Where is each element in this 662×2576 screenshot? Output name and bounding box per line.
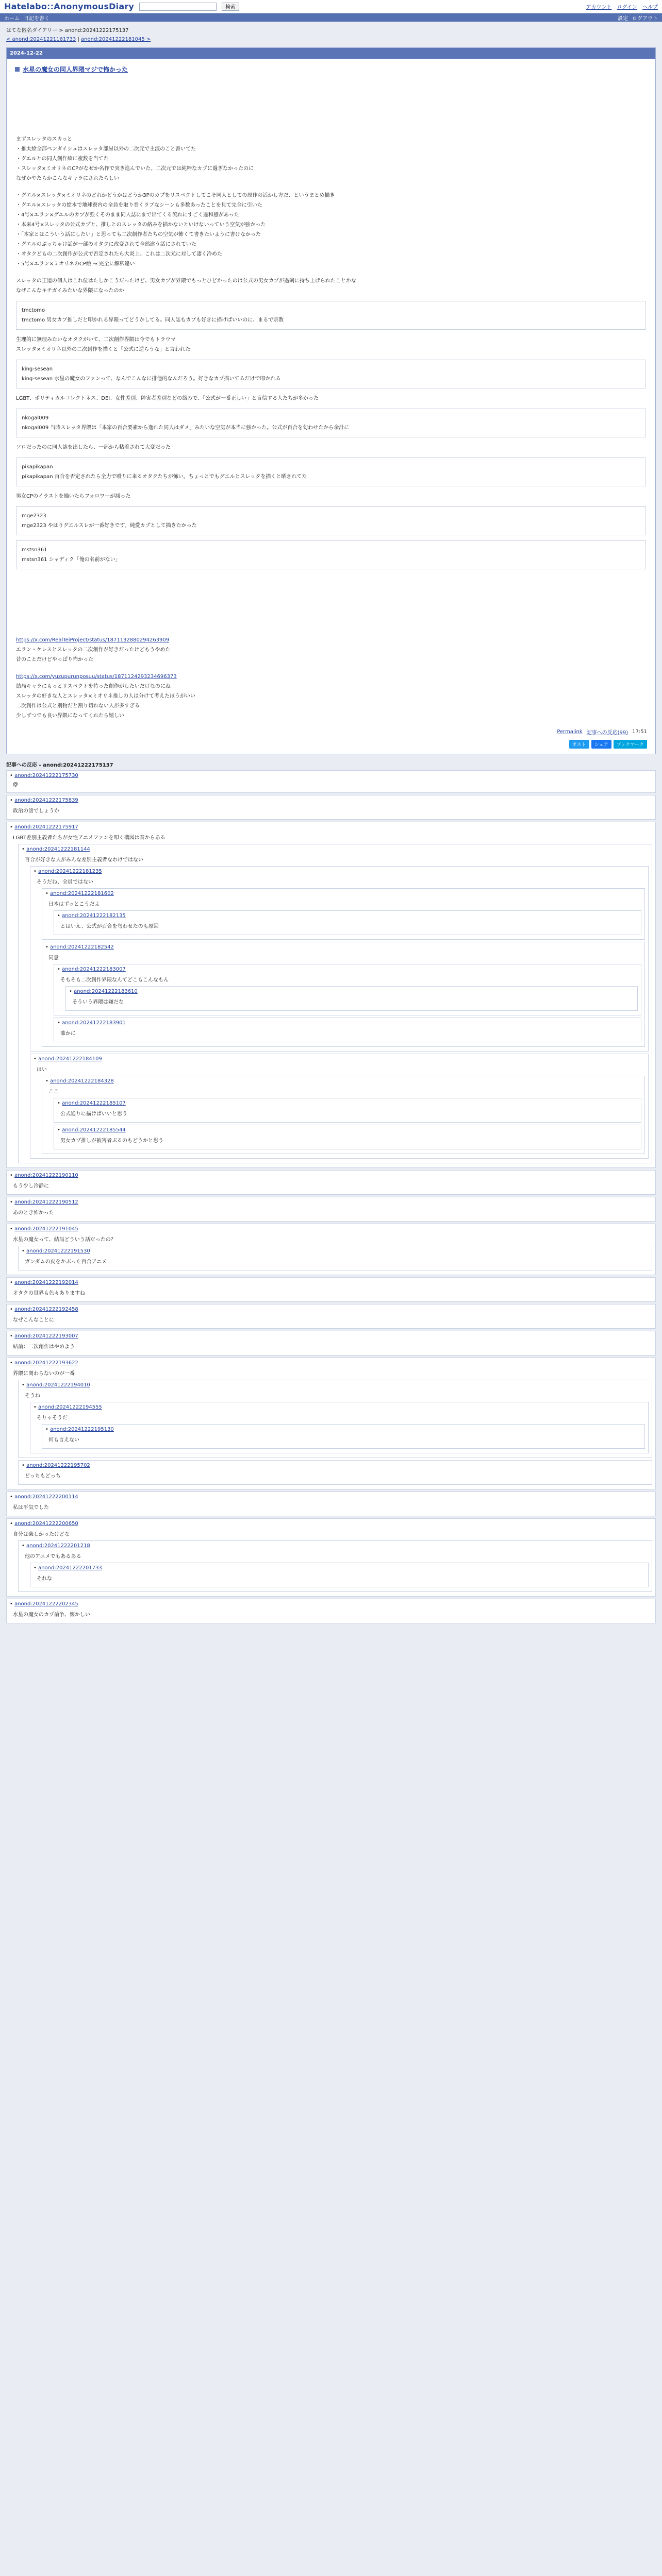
response-link[interactable]: anond:20241222194555 bbox=[38, 1404, 102, 1410]
bullet-icon: • bbox=[22, 846, 27, 852]
response-link[interactable]: anond:20241222193622 bbox=[14, 1360, 78, 1366]
quote-text: nkogal009 当時スレッタ界隈は「本家の百合要素から逸れた同人はダメ」みたいな空気が本当に強かった。公式が百合を匂わせたから余計に bbox=[22, 425, 350, 431]
reference-link[interactable]: https://x.com/RealTeiProject/status/1871132880294263909 bbox=[16, 637, 170, 643]
response-item bbox=[6, 1224, 656, 1275]
response-item bbox=[6, 1331, 656, 1355]
nav-home[interactable]: ホーム bbox=[4, 15, 20, 22]
share-x-button[interactable]: ポスト bbox=[569, 740, 589, 749]
response-item bbox=[6, 770, 656, 793]
response-text: 自分は楽しかったけどな bbox=[13, 1532, 70, 1537]
response-item bbox=[6, 1197, 656, 1222]
entry-line: ・オタクどもの二次創作が公式で否定されたら大炎上。これは二次元に対して凄く冷めた bbox=[16, 251, 222, 257]
response-text: そういう界隈は嫌だな bbox=[72, 999, 124, 1005]
response-children bbox=[18, 844, 652, 1163]
response-item bbox=[6, 822, 656, 1168]
bullet-icon: • bbox=[10, 1521, 15, 1527]
response-text: LGBT差別主義者たちが女性アニメファンを叩く構図は昔からある bbox=[13, 835, 166, 841]
response-text: 百合が好きな人がみんな差別主義者なわけではない bbox=[25, 857, 143, 863]
response-text: あのとき怖かった bbox=[13, 1210, 54, 1216]
response-text: 私は平気でした bbox=[13, 1505, 49, 1511]
response-children bbox=[54, 964, 641, 1042]
bullet-icon: • bbox=[57, 1020, 62, 1026]
quote-user: nkogal009 bbox=[22, 415, 49, 421]
bullet-icon: • bbox=[10, 824, 15, 830]
response-text: @ bbox=[13, 782, 18, 787]
response-item bbox=[6, 1304, 656, 1329]
quote-block bbox=[16, 360, 646, 388]
bullet-icon: • bbox=[10, 773, 15, 778]
bullet-icon: • bbox=[10, 1494, 15, 1500]
response-item bbox=[30, 866, 649, 1052]
response-item bbox=[42, 942, 645, 1047]
response-link[interactable]: anond:20241222175730 bbox=[14, 773, 78, 778]
header-link-help[interactable]: ヘルプ bbox=[642, 5, 658, 10]
response-link[interactable]: anond:20241222190512 bbox=[14, 1199, 78, 1205]
breadcrumb: はてな匿名ダイアリー > anond:20241222175137 bbox=[6, 28, 129, 33]
bullet-icon: • bbox=[34, 869, 39, 874]
quote-text: tmctomo 男女カプ推しだと叩かれる界隈ってどうかしてる。同人誌もカプも好きに描けばいいのに、まるで宗教 bbox=[22, 317, 284, 323]
response-children bbox=[54, 910, 641, 935]
response-children bbox=[42, 1076, 645, 1154]
response-text: 男女カプ推しが被害者ぶるのもどうかと思う bbox=[60, 1138, 163, 1144]
response-children bbox=[30, 866, 649, 1159]
entry-line: なぜこんなキチガイみたいな界隈になったのか bbox=[16, 288, 124, 294]
response-item bbox=[54, 1125, 641, 1149]
response-item bbox=[6, 1599, 656, 1623]
entry-time: 17:51 bbox=[632, 729, 647, 735]
response-item bbox=[42, 888, 645, 940]
quote-block bbox=[16, 506, 646, 535]
response-children bbox=[30, 1563, 649, 1587]
entry-line: スレッタ×ミオリネ以外の二次創作を描くと「公式に逆らうな」と言われた bbox=[16, 347, 191, 352]
response-link[interactable]: anond:20241222183007 bbox=[62, 967, 126, 972]
response-link[interactable]: anond:20241222200114 bbox=[14, 1494, 78, 1500]
response-text: ここ bbox=[48, 1089, 59, 1095]
bullet-icon: • bbox=[10, 798, 15, 803]
bullet-icon: • bbox=[22, 1382, 27, 1388]
response-text: 公式通りに描けばいいと思う bbox=[60, 1111, 127, 1117]
bullet-icon: • bbox=[69, 989, 74, 994]
response-item bbox=[6, 1518, 656, 1597]
response-item bbox=[6, 1277, 656, 1302]
bullet-icon: • bbox=[10, 1226, 15, 1232]
response-item bbox=[6, 1358, 656, 1489]
response-item bbox=[30, 1402, 649, 1453]
search-input[interactable] bbox=[139, 3, 217, 11]
quote-user: mstsn361 bbox=[22, 547, 47, 553]
response-item bbox=[6, 1492, 656, 1516]
response-children bbox=[42, 1424, 645, 1449]
bullet-icon: • bbox=[45, 944, 51, 950]
entry-line: 結局キャラにもっとリスペクトを持った創作がしたいだけなのにね bbox=[16, 684, 171, 689]
response-text: はい bbox=[37, 1067, 47, 1073]
quote-user: tmctomo bbox=[22, 308, 45, 313]
response-text: ガンダムの皮をかぶった百合アニメ bbox=[25, 1259, 107, 1265]
nav-bar bbox=[0, 13, 662, 22]
response-link[interactable]: anond:20241222175917 bbox=[14, 824, 78, 830]
response-children bbox=[18, 1540, 652, 1592]
diary-entry bbox=[6, 47, 656, 754]
response-item bbox=[42, 1076, 645, 1154]
bullet-icon: • bbox=[57, 967, 62, 972]
response-item bbox=[18, 844, 652, 1163]
entry-line: ソロだったのに同人誌を出したら、一部から粘着されて大変だった bbox=[16, 445, 171, 450]
pager-separator: | bbox=[77, 37, 79, 42]
response-link[interactable]: anond:20241222175839 bbox=[14, 798, 78, 803]
bullet-icon: • bbox=[22, 1248, 27, 1254]
response-link[interactable]: anond:20241222195702 bbox=[26, 1463, 90, 1468]
response-link[interactable]: anond:20241222181235 bbox=[38, 869, 102, 874]
header-links bbox=[586, 3, 658, 10]
reference-link[interactable]: https://x.com/yuzupurunposuu/status/1871124293234696373 bbox=[16, 674, 177, 680]
response-link[interactable]: anond:20241222183901 bbox=[62, 1020, 126, 1026]
response-link[interactable]: anond:20241222181602 bbox=[50, 891, 114, 896]
response-text: 界隈に関わらないのが一番 bbox=[13, 1371, 75, 1377]
response-item bbox=[18, 1380, 652, 1458]
response-item bbox=[42, 1424, 645, 1449]
response-link[interactable]: anond:20241222183610 bbox=[74, 989, 138, 994]
top-header bbox=[0, 0, 662, 13]
response-text: 水星の魔女って、結局どういう話だったの？ bbox=[13, 1237, 116, 1243]
bullet-icon: • bbox=[57, 1100, 62, 1106]
entry-line: ・グエルのぶっちゃけ話が一部のオタクに改変されて全然違う話にされていた bbox=[16, 242, 196, 247]
entry-line: ・推太絵全部ベンダイシュはスレッタ部屋以外の二次元で主流のこと書いてた bbox=[16, 146, 196, 152]
response-link[interactable]: anond:20241222191045 bbox=[14, 1226, 78, 1232]
permalink[interactable]: Permalink bbox=[557, 729, 583, 735]
header-link-login[interactable]: ログイン bbox=[617, 5, 637, 10]
quote-user: pikapikapan bbox=[22, 464, 53, 470]
responses-title: 記事への反応 - anond:20241222175137 bbox=[6, 762, 113, 768]
entry-title bbox=[7, 59, 655, 78]
bullet-icon: • bbox=[10, 1280, 15, 1285]
response-text: そうね bbox=[25, 1393, 40, 1399]
response-text: それな bbox=[37, 1576, 52, 1582]
bullet-icon: • bbox=[10, 1199, 15, 1205]
response-item bbox=[65, 986, 638, 1011]
response-item bbox=[18, 1540, 652, 1592]
response-item bbox=[6, 795, 656, 820]
response-link[interactable]: anond:20241222191530 bbox=[26, 1248, 90, 1254]
share-buttons bbox=[7, 740, 655, 754]
response-item bbox=[18, 1246, 652, 1270]
response-text: 水星の魔女のカプ論争、懐かしい bbox=[13, 1612, 90, 1618]
response-link[interactable]: anond:20241222185544 bbox=[62, 1127, 126, 1133]
response-link[interactable]: anond:20241222193007 bbox=[14, 1333, 78, 1339]
response-item bbox=[54, 964, 641, 1015]
response-text: なぜこんなことに bbox=[13, 1317, 54, 1323]
entry-date: 2024-12-22 bbox=[7, 48, 655, 59]
quote-block bbox=[16, 301, 646, 330]
share-hatena-button[interactable]: ブックマーク bbox=[614, 740, 647, 749]
response-link[interactable]: anond:20241222200650 bbox=[14, 1521, 78, 1527]
entry-line: ・5号×エラン×ミオリネのCP絵 → 完全に解釈違い bbox=[16, 261, 135, 267]
entry-line: 生理的に無理みたいなオタクがいて、二次創作界隈は今でもトラウマ bbox=[16, 337, 176, 343]
header-link-account[interactable]: アカウント bbox=[586, 5, 612, 10]
entry-title-link[interactable]: 水星の魔女の同人界隈マジで怖かった bbox=[23, 66, 128, 73]
prev-entry-link[interactable]: < anond:20241221161733 bbox=[6, 37, 76, 42]
entry-line: スレッタの好きな人とスレッタ×ミオリネ推しの人は分けて考えたほうがいい bbox=[16, 693, 195, 699]
response-text: 他のアニメでもあるある bbox=[25, 1554, 81, 1560]
bullet-icon: • bbox=[22, 1463, 27, 1468]
quote-text: mstsn361 シャディク「俺の名前がない」 bbox=[22, 557, 121, 563]
entry-footer bbox=[7, 728, 655, 740]
entry-line: ・グエル×スレッタ×ミオリネのどれかどうかはどうか3Pのカプをリスペクトしてこそ同人としての原作の活かし方だ、というまとめ描き bbox=[16, 193, 335, 198]
entry-line: ・スレッタ×ミオリネのCPがなぜか名作で突き進んでいた。二次元では純粋なカプに過ぎなかったのに bbox=[16, 166, 254, 172]
response-link[interactable]: anond:20241222192458 bbox=[14, 1307, 78, 1312]
response-item bbox=[30, 1054, 649, 1159]
response-link[interactable]: anond:20241222185107 bbox=[62, 1100, 126, 1106]
next-entry-link[interactable]: anond:20241222181045 > bbox=[81, 37, 151, 42]
entry-line: まずスレッタのスカっと bbox=[16, 137, 73, 142]
response-text: そうだね、全員ではない bbox=[37, 879, 93, 885]
response-link[interactable]: anond:20241222181144 bbox=[26, 846, 90, 852]
bullet-icon: • bbox=[22, 1543, 27, 1549]
bullet-icon: • bbox=[10, 1307, 15, 1312]
response-text: そりゃそうだ bbox=[37, 1415, 68, 1421]
entry-line: スレッタの王道の個人はこれ位はたしかこうだったけど、男女カプが界隈でもっとひどかったのは公式の男女カプが過剰に持ち上げられたことかな bbox=[16, 278, 356, 284]
quote-text: pikapikapan 百合を否定されたら全力で殴りに来るオタクたちが怖い。ちょっとでもグエルとスレッタを描くと晒されてた bbox=[22, 474, 307, 480]
share-facebook-button[interactable]: シェア bbox=[591, 740, 611, 749]
response-item bbox=[54, 910, 641, 935]
entry-line: ・グエル×スレッタの絵本で地球寮内の全員を取り巻くラブなシーンも多数あったことを見て完全に引いた bbox=[16, 202, 262, 208]
response-children bbox=[65, 986, 638, 1011]
bullet-icon: • bbox=[45, 1078, 51, 1084]
quote-block bbox=[16, 409, 646, 437]
bullet-icon: • bbox=[34, 1056, 39, 1062]
response-link[interactable]: anond:20241222194010 bbox=[26, 1382, 90, 1388]
responses-link[interactable]: 記事への反応(99) bbox=[586, 730, 628, 736]
bullet-icon: • bbox=[34, 1565, 39, 1571]
response-children bbox=[42, 888, 645, 1047]
bullet-icon: • bbox=[34, 1404, 39, 1410]
entry-line: 男女CPのイラストを描いたらフォロワーが減った bbox=[16, 494, 131, 499]
response-children bbox=[18, 1246, 652, 1270]
entry-line: 少しずつでも良い界隈になってくれたら嬉しい bbox=[16, 713, 124, 719]
response-children bbox=[18, 1380, 652, 1485]
entry-line: LGBT、ポリティカルコレクトネス、DEI、女性差別、障害者差別などの絡みで、「公式が一番正しい」と盲信する人たちが多かった bbox=[16, 396, 319, 401]
response-link[interactable]: anond:20241222184109 bbox=[38, 1056, 102, 1062]
response-link[interactable]: anond:20241222202345 bbox=[14, 1601, 78, 1607]
entry-line: ・4号×エラン×グエルのカプが強くそのまま同人誌にまで出てくる流れにすごく違和感があった bbox=[16, 212, 239, 218]
response-text: 確かに bbox=[60, 1031, 76, 1037]
response-text: どっちもどっち bbox=[25, 1473, 61, 1479]
site-logo[interactable]: Hatelabo::AnonymousDiary bbox=[4, 2, 135, 11]
response-link[interactable]: anond:20241222201218 bbox=[26, 1543, 90, 1549]
bullet-icon: • bbox=[57, 913, 62, 919]
entry-line: なぜかやたらかこんなキャラにされたらしい bbox=[16, 176, 119, 181]
response-link[interactable]: anond:20241222195130 bbox=[50, 1427, 114, 1432]
response-item bbox=[6, 1170, 656, 1195]
response-text: 日本はずっとこうだよ bbox=[48, 902, 100, 907]
response-link[interactable]: anond:20241222182542 bbox=[50, 944, 114, 950]
quote-text: mge2323 やはりグエルスレが一番好きです。純愛カプとして描きたかった bbox=[22, 523, 197, 529]
entry-line: ・「本家とはこういう話にしたい」と思っても二次創作者たちの空気が怖くて書きたいように書けなかった bbox=[16, 232, 261, 238]
bullet-icon: • bbox=[10, 1333, 15, 1339]
nav-settings[interactable]: 設定 bbox=[618, 15, 628, 22]
bullet-icon: • bbox=[45, 1427, 51, 1432]
response-item bbox=[30, 1563, 649, 1587]
bullet-icon: • bbox=[57, 1127, 62, 1133]
search-button[interactable]: 検索 bbox=[222, 3, 239, 11]
response-text: オタクの世界も色々ありますね bbox=[13, 1291, 85, 1296]
reference-links bbox=[16, 635, 646, 721]
response-link[interactable]: anond:20241222182135 bbox=[62, 913, 126, 919]
bullet-icon: • bbox=[10, 1601, 15, 1607]
quote-block bbox=[16, 540, 646, 569]
quote-user: king-sesean bbox=[22, 366, 53, 372]
response-children bbox=[30, 1402, 649, 1453]
response-text: 同意 bbox=[48, 955, 59, 961]
title-square-icon bbox=[15, 67, 20, 72]
bullet-icon: • bbox=[10, 1360, 15, 1366]
response-link[interactable]: anond:20241222184328 bbox=[50, 1078, 114, 1084]
response-text: とはいえ、公式が百合を匂わせたのも原因 bbox=[60, 924, 159, 929]
response-link[interactable]: anond:20241222190110 bbox=[14, 1173, 78, 1178]
entry-line: ・グエルとの同人創作絵に複数を当てた bbox=[16, 156, 109, 162]
nav-logout[interactable]: ログアウト bbox=[632, 15, 658, 22]
quote-block bbox=[16, 457, 646, 486]
nav-write[interactable]: 日記を書く bbox=[24, 15, 49, 22]
responses-list bbox=[6, 770, 656, 1623]
response-text: 結論：二次創作はやめよう bbox=[13, 1344, 75, 1350]
quote-text: king-sesean 水星の魔女のファンって、なんでこんなに排他的なんだろう。好きなカプ描いてるだけで叩かれる bbox=[22, 376, 281, 382]
entry-line: 二次創作は公式と別物だと割り切れない人が多すぎる bbox=[16, 703, 140, 709]
quote-user: mge2323 bbox=[22, 513, 46, 519]
bullet-icon: • bbox=[45, 891, 51, 896]
entry-line: ・本来4号×スレッタの公式カプと、推しとのスレッタの絡みを描かないといけないっていう空気が強かった bbox=[16, 222, 266, 228]
response-link[interactable]: anond:20241222201733 bbox=[38, 1565, 102, 1571]
response-link[interactable]: anond:20241222192014 bbox=[14, 1280, 78, 1285]
entry-pager bbox=[0, 35, 662, 47]
response-children bbox=[54, 1098, 641, 1149]
response-text: もう少し冷静に bbox=[13, 1183, 49, 1189]
response-item bbox=[54, 1098, 641, 1123]
bullet-icon: • bbox=[10, 1173, 15, 1178]
response-item bbox=[54, 1018, 641, 1042]
response-text: 政治の話でしょうか bbox=[13, 808, 59, 814]
entry-body bbox=[7, 78, 655, 728]
entry-line: エラン・ケレスとスレッタの二次創作が好きだったけどもうやめた bbox=[16, 647, 171, 653]
response-text: そもそも二次創作界隈なんてどこもこんなもん bbox=[60, 977, 169, 983]
response-item bbox=[18, 1460, 652, 1485]
entry-line: 昔のことだけどやっぱり怖かった bbox=[16, 657, 93, 663]
response-text: 何も言えない bbox=[48, 1437, 79, 1443]
